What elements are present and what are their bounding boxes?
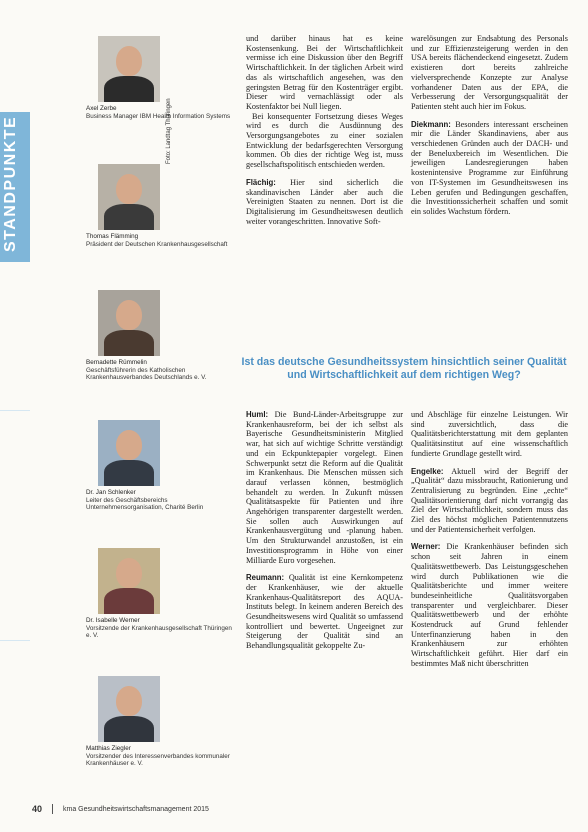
paragraph: Engelke: Aktuell wird der Begriff der „Qualität“ dazu missbraucht, Rationierung und Zentralisierung zu begründen. Eine „echte“ Qualitätsorientierung darf nicht vorrangig das Ziel der Wirtschaftlichkeit, sondern muss das Ziel des höchst möglichen Patientennutzens und der Patientensicherheit verfolgen. [411,466,568,534]
person-role: Geschäftsführerin des Katholischen Krankenhausverbandes Deutschlands e. V. [86,366,207,382]
portrait-photo [98,676,160,742]
person-6 [86,676,236,768]
person-name: Dr. Jan Schlenker [86,489,136,496]
portrait-photo [98,420,160,486]
paragraph: warelösungen zur Endsabtung des Personals und zur Effizienzsteigerung werden in den USA bereits flächendeckend eingesetzt. Zudem existieren dort bereits zahlreiche vielversprechende Konzepte zur Analyse vorhandener Daten aus der EPA, die Verbesserung der Versorgungsqualität der Patienten steht auch hier im Fokus. [411,34,568,111]
divider [0,410,30,411]
portrait-photo [98,548,160,614]
person-5 [86,548,236,640]
paragraph: Reumann: Qualität ist eine Kernkompetenz der Krankenhäuser, wie der aktuelle Krankenhaus-Qualitätsreport des AQUA-Instituts belegt. In keinem anderen Bereich des Gesundheitswesens wird Qualität so umfassend kontrolliert und bewertet. Ungeeignet zur Steigerung der Qualität sind an Behandlungsqualität gekoppelte Zu- [246,573,403,651]
page-number: 40 [32,804,43,814]
portrait-photo [98,164,160,230]
footer-divider [52,804,53,814]
person-name: Axel Zerbe [86,105,117,112]
person-role: Business Manager IBM Health Information Systems [86,112,231,120]
page-headline: Ist das deutsche Gesundheitssystem hinsichtlich seiner Qualität und Wirtschaftlichkeit auf dem richtigen Weg? [241,356,567,381]
person-role: Leiter des Geschäftsbereichs Unternehmensorganisation, Charité Berlin [86,496,204,512]
person-role: Vorsitzender des Interessenverbandes kommunaler Krankenhäuser e. V. [86,752,230,768]
portrait-photo [98,36,160,102]
person-name: Dr. Isabelle Werner [86,617,140,624]
paragraph: Flächig: Hier sind sicherlich die skandinavischen Länder aber auch die Vereinigten Staaten zu nennen. Dort ist die Digitalisierung im Gesundheitswesen deutlich weiter vorangeschritten. Innovative Soft- [246,177,404,226]
person-2 [86,164,236,248]
text-column-top-left [246,34,403,226]
section-label: STANDPUNKTE [2,115,19,252]
person-name: Bernadette Rümmelin [86,359,147,366]
person-name: Matthias Ziegler [86,745,131,752]
person-name: Thomas Flämming [86,233,139,240]
text-column-top-right [411,34,568,217]
person-role: Präsident der Deutschen Krankenhausgesellschaft [86,240,228,248]
section-tab [0,112,30,262]
person-role: Vorsitzende der Krankenhausgesellschaft Thüringen e. V. [86,624,232,640]
paragraph: und Abschläge für einzelne Leistungen. Wir sind zuversichtlich, dass die Qualitätsberichterstattung mit dem geplanten Qualitätsinstitut auf eine wissenschaftlich fundierte Grundlage gestellt wird. [411,410,568,458]
publication-name: kma Gesundheitswirtschaftsmanagement 2015 [63,805,209,813]
photo-credit: Foto: Landtag Thüringen [166,98,172,164]
text-column-bottom-right [411,410,568,669]
portrait-photo [98,290,160,356]
person-4 [86,420,236,512]
text-column-bottom-left [246,410,403,651]
person-1 [86,36,236,120]
paragraph: und darüber hinaus hat es keine Kostensenkung. Bei der Wirtschaftlichkeit vermisse ich eine Diskussion über den Begriff Wirtschaftlichkeit. In der täglichen Arbeit wird das als wirtschaftlich angesehen, was den geringsten Betrag für den Kostenträger ergibt. Dieser wird vernachlässigt oder als Kostenfaktor bei Null liegen. [246,34,403,111]
paragraph: Huml: Die Bund-Länder-Arbeitsgruppe zur Krankenhausreform, bei der ich selbst als Bayerische Gesundheitsministerin Mitglied war, hat sich auf wichtige Schritte verständigt und ein Eckpunktepapier vorgelegt. Einen Schwerpunkt setzt die Reform auf die Qualität im Krankenhaus. Die Menschen müssen sich darauf verlassen können, bestmöglich behandelt zu werden. In Zukunft müssen Qualitätsaspekte für Patienten und ihre Angehörigen transparenter dargestellt werden. Sie sollen auch Auswirkungen auf Krankenhausvergütung und -planung haben. Um den Strukturwandel anzustoßen, ist ein Investitionsprogramm in Höhe von einer Milliarde Euro vorgesehen. [246,410,403,565]
divider [0,640,30,641]
person-3 [86,290,236,382]
paragraph: Diekmann: Besonders interessant erscheinen mir die Länder Skandinaviens, aber aus verschiedenen Gründen auch der DACH- und der Beneluxbereich im Wesentlichen. Die jeweiligen Landesregierungen haben kostenintensive Programme zur Einführung von IT-Systemen im Gesundheitswesen ins Leben gerufen und Bedingungen geschaffen, die Investitionssicherheit schaffen und somit ein solides Wachstum fördern. [411,119,568,216]
page-footer [32,804,209,814]
paragraph: Bei konsequenter Fortsetzung dieses Weges wird es durch die Ausdünnung des Versorgungsangebotes zu einer sozialen Entwicklung der bedarfsgerechten Versorgung kommen. Ob dies der richtige Weg ist, muss gesellschaftspolitisch entschieden werden. [246,111,403,170]
paragraph: Werner: Die Krankenhäuser befinden sich schon seit Jahren in einem Qualitätswettbewerb. Das Leistungsgeschehen wird durch Publikationen wie die Qualitätsberichte und immer weitere bundeseinheitliche Qualitätsvorgaben transparenter und vergleichbarer. Dieser Qualitätswettbewerb und der erhöhte Kostendruck auf Grund fehlender Unterfinanzierung haben in den Krankenhäusern zur erhöhten Wirtschaftlichkeit geführt. Hier darf ein bestimmtes Maß nicht überschritten [411,542,569,668]
